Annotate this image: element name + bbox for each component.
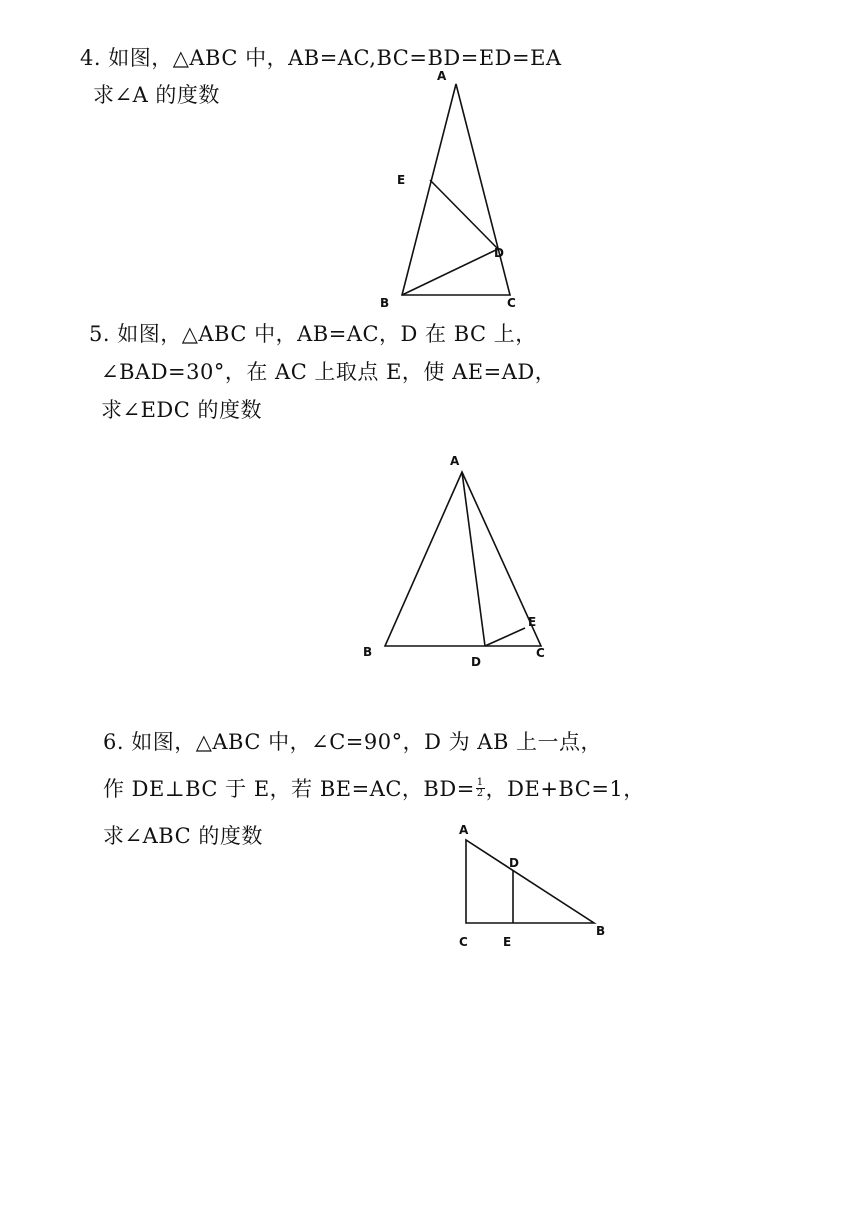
label-b: B	[596, 924, 606, 938]
label-c: C	[459, 935, 468, 949]
segment-ed	[430, 180, 498, 249]
label-d: D	[509, 856, 519, 870]
problem-6-statement: 如图，△ABC 中，∠C=90°，D 为 AB 上一点，	[131, 730, 603, 754]
label-a: A	[437, 69, 447, 83]
label-e: E	[528, 615, 537, 629]
label-e: E	[397, 173, 406, 187]
problem-6-condition-text: 作 DE⊥BC 于 E，若 BE=AC，BD=	[103, 777, 475, 801]
figure-problem-6	[459, 823, 605, 949]
label-b: B	[380, 296, 390, 310]
label-a: A	[459, 823, 469, 837]
problem-6-condition-suffix: ，DE+BC=1，	[485, 777, 645, 801]
triangle-abc	[402, 84, 510, 295]
triangle-abc	[385, 472, 541, 646]
segment-bd	[402, 249, 498, 295]
problem-5-statement: 如图，△ABC 中，AB=AC，D 在 BC 上，	[117, 322, 537, 346]
label-c: C	[507, 296, 516, 310]
label-d: D	[494, 246, 504, 260]
problem-5-number: 5.	[89, 322, 111, 346]
problem-6-question: 求∠ABC 的度数	[103, 824, 263, 848]
label-a: A	[450, 454, 460, 468]
segment-de	[485, 628, 525, 646]
triangle-abc	[466, 840, 594, 923]
label-c: C	[536, 646, 545, 660]
problem-5-question: 求∠EDC 的度数	[101, 398, 263, 422]
label-b: B	[363, 645, 373, 659]
problem-6-number: 6.	[103, 730, 125, 754]
figure-problem-5	[363, 454, 545, 669]
problem-5-condition: ∠BAD=30°，在 AC 上取点 E，使 AE=AD，	[101, 360, 557, 384]
figure-problem-4	[380, 69, 516, 310]
fraction-numerator: 1	[476, 777, 484, 788]
label-e: E	[503, 935, 512, 949]
problem-4-statement: 如图，△ABC 中，AB=AC,BC=BD=ED=EA	[108, 46, 562, 70]
label-d: D	[471, 655, 481, 669]
fraction-denominator: 2	[476, 788, 484, 799]
problem-4-number: 4.	[80, 46, 102, 70]
problem-4-question: 求∠A 的度数	[93, 83, 220, 107]
